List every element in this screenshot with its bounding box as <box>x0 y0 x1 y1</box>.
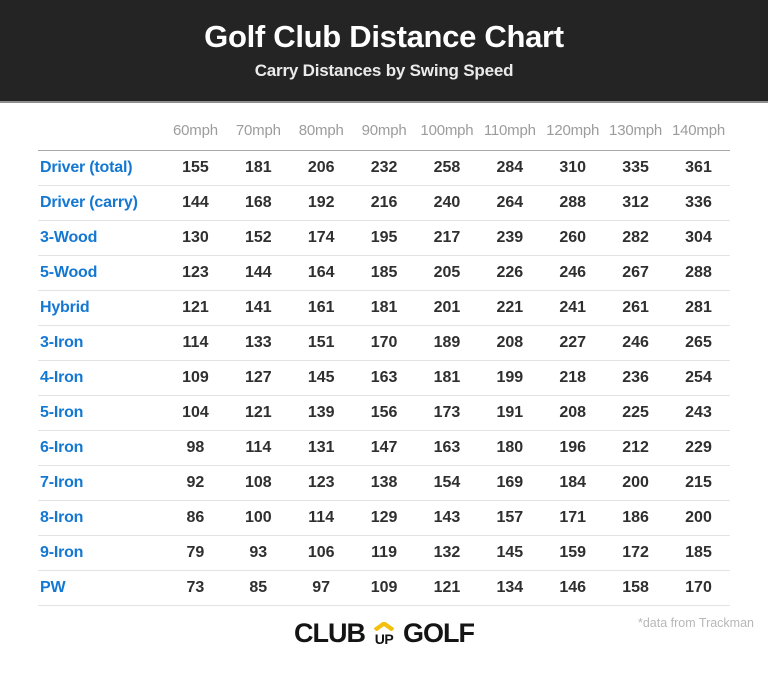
distance-value: 208 <box>559 404 587 421</box>
distance-value: 258 <box>433 159 461 176</box>
distance-value: 131 <box>307 439 335 456</box>
column-header: 100mph <box>416 116 479 151</box>
page-title: Golf Club Distance Chart <box>204 18 564 54</box>
distance-value: 185 <box>370 264 398 281</box>
distance-value: 205 <box>433 264 461 281</box>
column-header: 70mph <box>227 116 290 151</box>
distance-value: 218 <box>559 369 587 386</box>
distance-value: 361 <box>685 159 712 176</box>
distance-value: 267 <box>622 264 649 281</box>
column-header: 120mph <box>541 116 604 151</box>
distance-value: 227 <box>559 334 587 351</box>
distance-value: 93 <box>249 544 268 561</box>
distance-value: 97 <box>312 579 331 596</box>
distance-value: 151 <box>307 334 335 351</box>
distance-value: 216 <box>370 194 398 211</box>
distance-value: 261 <box>622 299 649 316</box>
distance-value: 288 <box>685 264 712 281</box>
distance-value: 86 <box>186 509 205 526</box>
distance-value: 206 <box>307 159 335 176</box>
distance-value: 161 <box>307 299 335 316</box>
club-label: Driver (carry) <box>40 194 138 211</box>
distance-value: 132 <box>433 544 461 561</box>
distance-value: 154 <box>433 474 461 491</box>
distance-value: 106 <box>307 544 335 561</box>
distance-value: 134 <box>496 579 524 596</box>
table-row <box>38 221 730 256</box>
distance-value: 108 <box>244 474 272 491</box>
distance-value: 147 <box>370 439 398 456</box>
distance-value: 170 <box>685 579 712 596</box>
table-row <box>38 501 730 536</box>
distance-value: 79 <box>186 544 205 561</box>
distance-value: 181 <box>370 299 398 316</box>
distance-value: 199 <box>496 369 524 386</box>
distance-value: 172 <box>622 544 649 561</box>
distance-value: 310 <box>559 159 587 176</box>
distance-value: 232 <box>370 159 398 176</box>
distance-value: 123 <box>182 264 209 281</box>
distance-value: 145 <box>307 369 335 386</box>
distance-value: 208 <box>496 334 524 351</box>
distance-value: 192 <box>307 194 335 211</box>
table-row <box>38 256 730 291</box>
distance-value: 282 <box>622 229 649 246</box>
distance-value: 225 <box>622 404 649 421</box>
column-header: 60mph <box>164 116 227 151</box>
club-label: 3-Iron <box>40 334 84 351</box>
distance-value: 114 <box>308 509 335 526</box>
distance-value: 312 <box>622 194 649 211</box>
distance-value: 168 <box>244 194 272 211</box>
distance-value: 141 <box>244 299 272 316</box>
distance-value: 104 <box>182 404 209 421</box>
column-header: 80mph <box>290 116 353 151</box>
club-label: PW <box>40 579 66 596</box>
distance-value: 171 <box>559 509 587 526</box>
distance-value: 155 <box>182 159 209 176</box>
distance-value: 85 <box>249 579 268 596</box>
distance-value: 144 <box>244 264 272 281</box>
distance-value: 239 <box>496 229 524 246</box>
club-label: 7-Iron <box>40 474 84 491</box>
distance-value: 221 <box>496 299 524 316</box>
table-row <box>38 431 730 466</box>
distance-value: 336 <box>685 194 712 211</box>
distance-value: 156 <box>370 404 398 421</box>
distance-value: 114 <box>245 439 272 456</box>
distance-value: 304 <box>685 229 712 246</box>
table-row <box>38 291 730 326</box>
distance-value: 109 <box>370 579 398 596</box>
club-label: 8-Iron <box>40 509 84 526</box>
distance-value: 288 <box>559 194 587 211</box>
table-row <box>38 361 730 396</box>
distance-value: 189 <box>433 334 461 351</box>
distance-value: 246 <box>622 334 649 351</box>
distance-value: 180 <box>496 439 524 456</box>
distance-value: 181 <box>433 369 461 386</box>
distance-value: 191 <box>496 404 524 421</box>
distance-value: 73 <box>186 579 205 596</box>
distance-value: 138 <box>370 474 398 491</box>
header-banner <box>0 0 768 103</box>
distance-value: 226 <box>496 264 524 281</box>
distance-value: 100 <box>244 509 272 526</box>
club-label: 6-Iron <box>40 439 84 456</box>
distance-value: 185 <box>685 544 712 561</box>
distance-value: 254 <box>685 369 712 386</box>
table-row <box>38 536 730 571</box>
distance-value: 215 <box>685 474 712 491</box>
club-up-golf-logo <box>0 620 768 647</box>
distance-value: 169 <box>496 474 524 491</box>
distance-value: 121 <box>244 404 272 421</box>
distance-table <box>38 116 730 606</box>
distance-value: 139 <box>307 404 335 421</box>
distance-value: 281 <box>685 299 712 316</box>
corner-cell <box>38 116 164 151</box>
distance-value: 146 <box>559 579 587 596</box>
distance-value: 174 <box>307 229 335 246</box>
distance-value: 121 <box>182 299 209 316</box>
logo-up-stack <box>372 622 396 647</box>
distance-value: 243 <box>685 404 712 421</box>
distance-value: 152 <box>244 229 272 246</box>
distance-value: 173 <box>433 404 461 421</box>
distance-value: 143 <box>433 509 461 526</box>
column-header: 140mph <box>667 116 730 151</box>
logo-text-club: CLUB <box>294 618 365 648</box>
column-header-row <box>38 116 730 151</box>
distance-value: 158 <box>622 579 649 596</box>
distance-value: 170 <box>370 334 398 351</box>
distance-value: 212 <box>622 439 649 456</box>
club-label: 9-Iron <box>40 544 84 561</box>
distance-value: 114 <box>182 334 209 351</box>
distance-value: 240 <box>433 194 461 211</box>
distance-value: 157 <box>496 509 524 526</box>
distance-value: 229 <box>685 439 712 456</box>
distance-value: 217 <box>433 229 461 246</box>
club-label: Driver (total) <box>40 159 133 176</box>
distance-value: 241 <box>559 299 587 316</box>
distance-value: 133 <box>244 334 272 351</box>
distance-value: 145 <box>496 544 524 561</box>
distance-table-wrap <box>38 103 730 606</box>
table-row <box>38 151 730 186</box>
club-label: Hybrid <box>40 299 90 316</box>
column-header: 110mph <box>478 116 541 151</box>
distance-value: 184 <box>559 474 587 491</box>
distance-value: 123 <box>307 474 335 491</box>
distance-value: 127 <box>244 369 272 386</box>
club-label: 4-Iron <box>40 369 84 386</box>
distance-value: 265 <box>685 334 712 351</box>
distance-value: 121 <box>433 579 461 596</box>
page-subtitle: Carry Distances by Swing Speed <box>254 61 514 81</box>
distance-value: 181 <box>244 159 272 176</box>
distance-value: 284 <box>496 159 524 176</box>
distance-value: 92 <box>186 474 205 491</box>
distance-value: 164 <box>307 264 335 281</box>
logo-text-golf: GOLF <box>403 618 474 648</box>
distance-value: 335 <box>622 159 649 176</box>
distance-value: 236 <box>622 369 649 386</box>
distance-value: 163 <box>370 369 398 386</box>
distance-value: 98 <box>186 439 205 456</box>
table-row <box>38 186 730 221</box>
distance-value: 144 <box>182 194 209 211</box>
club-label: 3-Wood <box>40 229 98 246</box>
distance-value: 264 <box>496 194 524 211</box>
distance-value: 246 <box>559 264 587 281</box>
club-label: 5-Iron <box>40 404 84 421</box>
column-header: 130mph <box>604 116 667 151</box>
table-row <box>38 571 730 606</box>
distance-value: 196 <box>559 439 587 456</box>
table-row <box>38 396 730 431</box>
distance-value: 260 <box>559 229 587 246</box>
logo-text-up: UP <box>374 631 394 647</box>
distance-value: 201 <box>433 299 461 316</box>
distance-value: 195 <box>370 229 398 246</box>
distance-value: 109 <box>182 369 209 386</box>
distance-value: 129 <box>370 509 398 526</box>
chevron-up-icon <box>372 622 396 631</box>
table-row <box>38 326 730 361</box>
table-row <box>38 466 730 501</box>
distance-value: 159 <box>559 544 587 561</box>
footer <box>0 606 768 676</box>
distance-value: 200 <box>622 474 649 491</box>
club-label: 5-Wood <box>40 264 98 281</box>
distance-value: 186 <box>622 509 649 526</box>
data-source-note: *data from Trackman <box>637 616 754 630</box>
distance-value: 200 <box>685 509 712 526</box>
distance-value: 163 <box>433 439 461 456</box>
distance-value: 119 <box>371 544 397 561</box>
column-header: 90mph <box>353 116 416 151</box>
distance-value: 130 <box>182 229 209 246</box>
